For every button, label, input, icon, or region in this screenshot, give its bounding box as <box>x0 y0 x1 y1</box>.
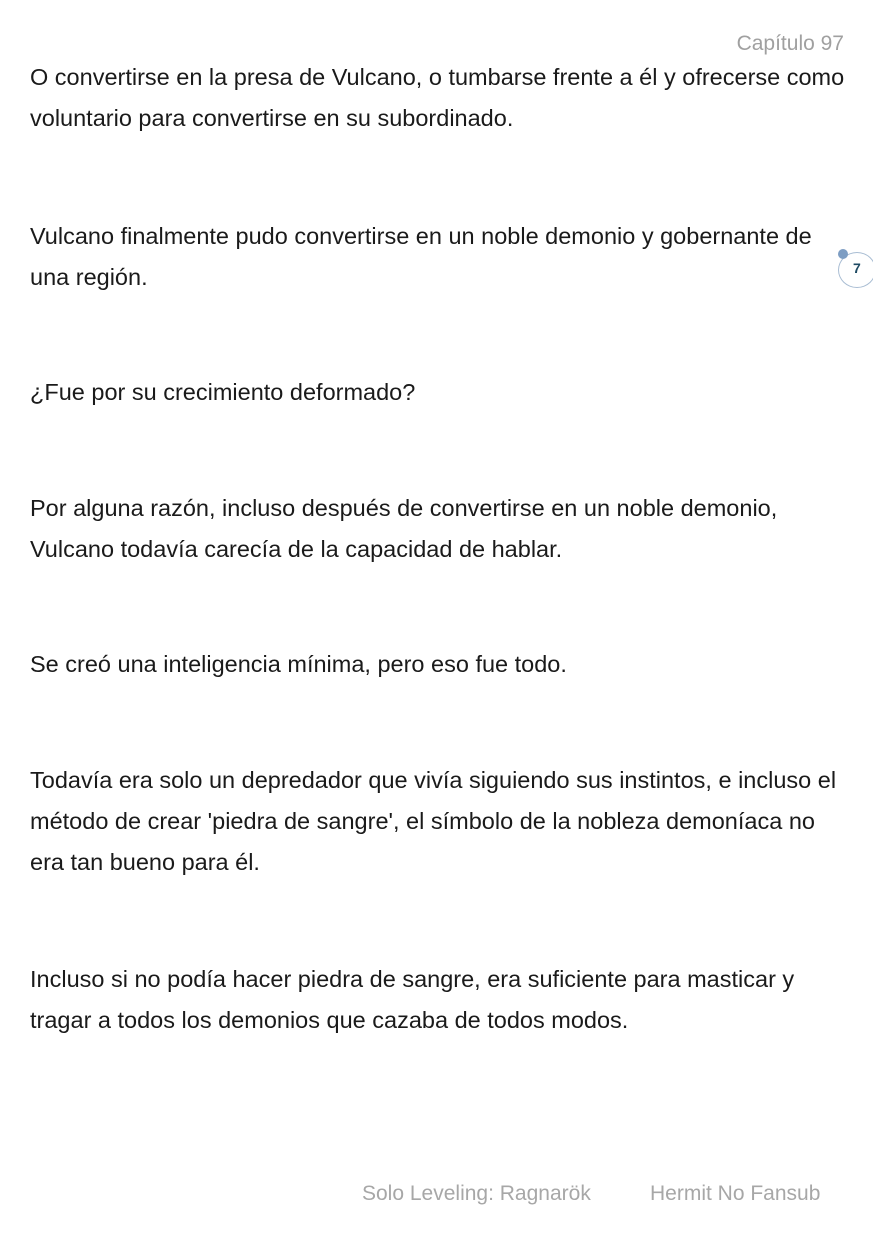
footer-group-name: Hermit No Fansub <box>650 1182 821 1205</box>
paragraph: Vulcano finalmente pudo convertirse en un noble demonio y gobernante de una región. <box>30 223 812 290</box>
comment-count: 7 <box>853 260 861 276</box>
paragraph: ¿Fue por su crecimiento deformado? <box>30 379 416 405</box>
paragraph: O convertirse en la presa de Vulcano, o tumbarse frente a él y ofrecerse como voluntario para convertirse en su subordinado. <box>30 64 845 131</box>
indicator-dot-icon <box>838 249 848 259</box>
paragraph: Se creó una inteligencia mínima, pero eso fue todo. <box>30 651 567 677</box>
paragraph: Incluso si no podía hacer piedra de sangre, era suficiente para masticar y tragar a todos los demonios que cazaba de todos modos. <box>30 966 795 1033</box>
paragraph: Por alguna razón, incluso después de convertirse en un noble demonio, Vulcano todavía carecía de la capacidad de hablar. <box>30 495 778 562</box>
comment-count-badge[interactable] <box>838 252 873 288</box>
paragraph: Todavía era solo un depredador que vivía siguiendo sus instintos, e incluso el método de crear 'piedra de sangre', el símbolo de la nobleza demoníaca no era tan bueno para él. <box>30 767 837 875</box>
footer-series-title: Solo Leveling: Ragnarök <box>362 1182 591 1205</box>
chapter-label: Capítulo 97 <box>736 32 844 55</box>
